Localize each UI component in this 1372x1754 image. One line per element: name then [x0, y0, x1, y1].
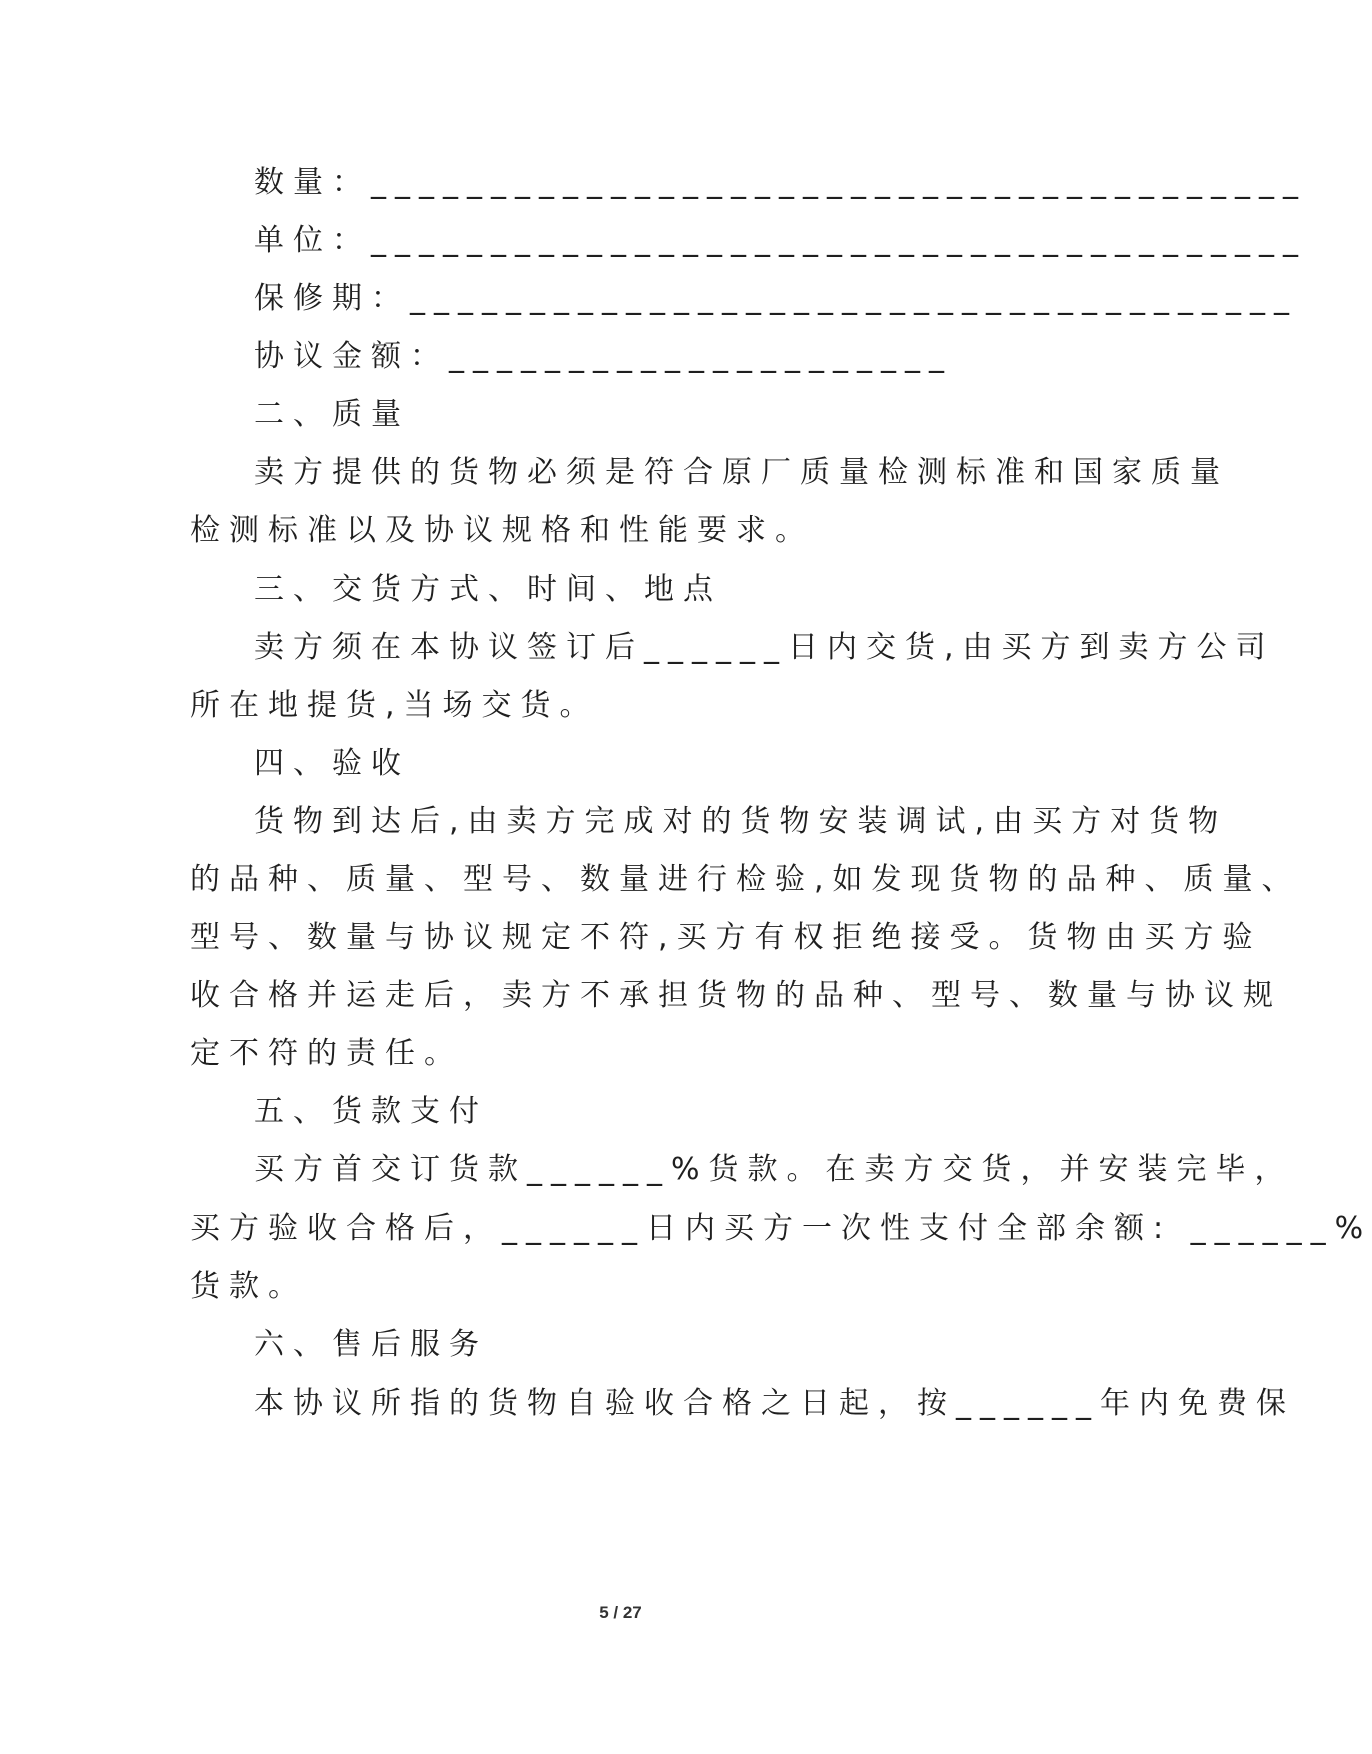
field-unit: 单位：_______________________________________ [254, 223, 1307, 258]
field-contract-amount: 协议金额：_____________________ [254, 339, 953, 374]
paragraph-line: 收合格并运走后，卖方不承担货物的品种、型号、数量与协议规 [190, 978, 1282, 1013]
paragraph-line: 卖方须在本协议签订后______日内交货,由买方到卖方公司 [254, 630, 1275, 665]
paragraph-line: 的品种、质量、型号、数量进行检验,如发现货物的品种、质量、 [190, 862, 1301, 897]
paragraph-line: 所在地提货,当场交货。 [190, 688, 599, 723]
page-number: 5 / 27 [599, 1603, 642, 1622]
paragraph-line: 型号、数量与协议规定不符,买方有权拒绝接受。货物由买方验 [190, 920, 1262, 955]
section-heading-after-sales: 六、售后服务 [254, 1327, 488, 1362]
section-heading-quality: 二、质量 [254, 397, 410, 432]
paragraph-line: 买方验收合格后，______日内买方一次性支付全部余额: ______% [190, 1211, 1372, 1246]
section-heading-acceptance: 四、验收 [254, 746, 410, 781]
paragraph-line: 定不符的责任。 [190, 1036, 463, 1071]
paragraph-line: 卖方提供的货物必须是符合原厂质量检测标准和国家质量 [254, 455, 1229, 490]
field-quantity: 数量：_______________________________________ [254, 165, 1307, 200]
paragraph-line: 货款。 [190, 1269, 307, 1304]
section-heading-delivery: 三、交货方式、时间、地点 [254, 572, 722, 607]
section-heading-payment: 五、货款支付 [254, 1094, 488, 1129]
paragraph-line: 本协议所指的货物自验收合格之日起，按______年内免费保 [254, 1386, 1295, 1421]
field-warranty-period: 保修期：_____________________________________ [254, 281, 1298, 316]
paragraph-line: 检测标准以及协议规格和性能要求。 [190, 513, 814, 548]
paragraph-line: 货物到达后,由卖方完成对的货物安装调试,由买方对货物 [254, 804, 1228, 839]
paragraph-line: 买方首交订货款______%货款。在卖方交货，并安装完毕， [254, 1152, 1294, 1187]
